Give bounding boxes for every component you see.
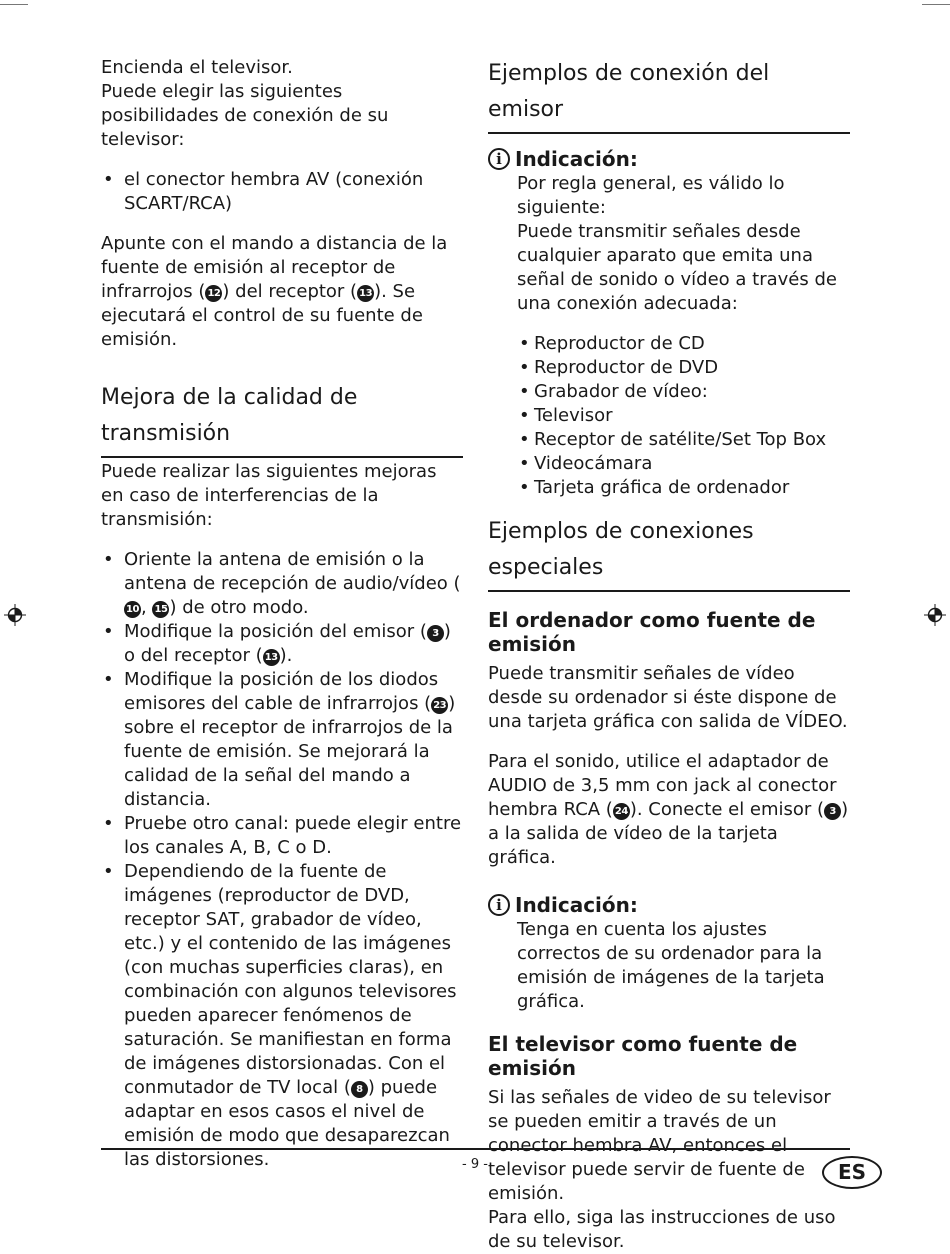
right-column — [488, 56, 850, 1254]
list-item: • Receptor de satélite/Set Top Box — [517, 428, 850, 452]
footer-rule — [101, 1148, 850, 1150]
crop-mark-top-left — [0, 4, 28, 5]
list-item: • Dependiendo de la fuente de imágenes (reproductor de DVD, receptor SAT, grabador de vídeo, etc.) y el contenido de las imágenes (con muchas superficies claras), en combinación con algunos televisores pueden aparecer fenómenos de saturación. Se manifiestan en forma de imágenes distorsionadas. Con el conmutador de TV local ( 8 ) puede adaptar en esos casos el nivel de emisión de modo que desaparezcan las distorsiones. — [101, 860, 463, 1172]
note-paragraph: Puede transmitir señales desde cualquier aparato que emita una señal de sonido o vídeo a través de una conexión adecuada: — [517, 221, 837, 314]
note-heading — [488, 892, 850, 918]
left-column — [101, 56, 463, 1172]
quality-section-heading: Mejora de la calidad de transmisión — [101, 380, 463, 458]
ref-badge-13: 13 — [263, 649, 280, 666]
tv-paragraph-1: Si las señales de video de su televisor se pueden emitir a través de un conector hembra AV, entonces el televisor puede servir de fuente de emisión. — [488, 1087, 831, 1204]
ref-badge-23: 23 — [431, 697, 448, 714]
note-label: Indicación: — [515, 147, 638, 171]
tv-paragraph-2: Para ello, siga las instrucciones de uso de su televisor. — [488, 1207, 836, 1252]
list-item: • Televisor — [517, 404, 850, 428]
ref-badge-12: 12 — [205, 285, 222, 302]
registration-mark-right — [924, 604, 946, 626]
ref-badge-13: 13 — [357, 285, 374, 302]
ref-badge-3: 3 — [427, 625, 444, 642]
info-icon: i — [488, 148, 510, 170]
note-heading — [488, 146, 850, 172]
pc-paragraph-1: Puede transmitir señales de vídeo desde su ordenador si éste dispone de una tarjeta gráfica con salida de VÍDEO. — [488, 663, 848, 732]
list-item: • Videocámara — [517, 452, 850, 476]
list-item: • Modifique la posición del emisor ( 3 ) o del receptor ( 13 ). — [101, 620, 463, 668]
crop-mark-top-right — [922, 4, 950, 5]
ref-badge-3: 3 — [824, 803, 841, 820]
note-body — [488, 918, 850, 1014]
note-label: Indicación: — [515, 893, 638, 917]
ref-badge-10: 10 — [124, 601, 141, 618]
tv-source-heading: El televisor como fuente de emisión — [488, 1032, 798, 1080]
emitter-examples-heading: Ejemplos de conexión del emisor — [488, 56, 850, 134]
list-item: • Pruebe otro canal: puede elegir entre los canales A, B, C o D. — [101, 812, 463, 860]
list-item: • Grabador de vídeo: — [517, 380, 850, 404]
info-icon: i — [488, 894, 510, 916]
pc-source-heading: El ordenador como fuente de emisión — [488, 608, 816, 656]
language-badge: ES — [822, 1156, 882, 1189]
quality-tips-list — [101, 548, 463, 1172]
remote-control-paragraph: Apunte con el mando a distancia de la fuente de emisión al receptor de infrarrojos ( 12 ) del receptor ( 13 ). Se ejecutará el control de su fuente de emisión. — [101, 233, 448, 350]
list-item: • Oriente la antena de emisión o la antena de recepción de audio/vídeo (10 , 15 ) de otro modo. — [101, 548, 463, 620]
intro-line-1: Encienda el televisor. — [101, 57, 293, 78]
quality-intro: Puede realizar las siguientes mejoras en caso de interferencias de la transmisión: — [101, 461, 437, 530]
connection-options-list — [101, 168, 463, 216]
device-list — [517, 332, 850, 500]
list-item: • Tarjeta gráfica de ordenador — [517, 476, 850, 500]
ref-badge-24: 24 — [613, 803, 630, 820]
list-item: • Reproductor de DVD — [517, 356, 850, 380]
pc-paragraph-2: Para el sonido, utilice el adaptador de AUDIO de 3,5 mm con jack al conector hembra RCA ( 24 ). Conecte el emisor ( 3 ) a la salida de vídeo de la tarjeta gráfica. — [488, 751, 849, 868]
list-item: • el conector hembra AV (conexión SCART/RCA) — [101, 168, 463, 216]
note-body — [488, 172, 850, 500]
page-number: - 9 - — [462, 1157, 488, 1172]
intro-line-2: Puede elegir las siguientes posibilidades de conexión de su televisor: — [101, 81, 389, 150]
special-connections-heading: Ejemplos de conexiones especiales — [488, 514, 850, 592]
ref-badge-15: 15 — [152, 601, 169, 618]
list-item: • Reproductor de CD — [517, 332, 850, 356]
registration-mark-left — [4, 604, 26, 626]
note-paragraph: Por regla general, es válido lo siguiente: — [517, 173, 785, 218]
ref-badge-8: 8 — [351, 1081, 368, 1098]
list-item: • Modifique la posición de los diodos emisores del cable de infrarrojos ( 23 ) sobre el receptor de infrarrojos de la fuente de emisión. Se mejorará la calidad de la señal del mando a distancia. — [101, 668, 463, 812]
note-paragraph: Tenga en cuenta los ajustes correctos de su ordenador para la emisión de imágenes de la tarjeta gráfica. — [517, 919, 825, 1012]
